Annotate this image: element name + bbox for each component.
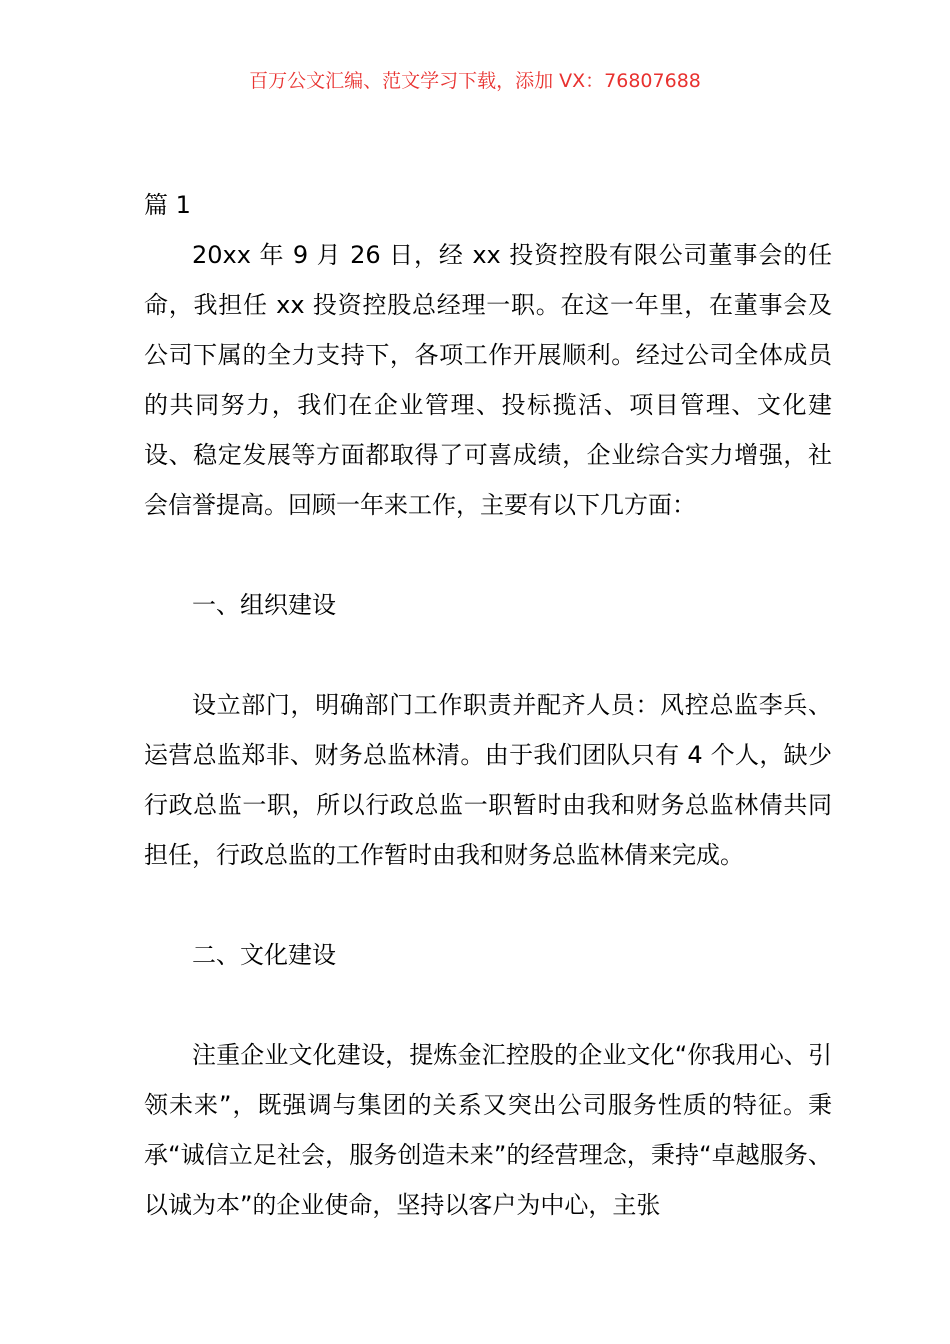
document-title: 篇 1 <box>144 191 191 219</box>
spacer <box>144 630 832 680</box>
intro-paragraph: 20xx 年 9 月 26 日，经 xx 投资控股有限公司董事会的任命，我担任 xx 投资控股总经理一职。在这一年里，在董事会及公司下属的全力支持下，各项工作开展顺利。经过公司全体成员的共同努力，我们在企业管理、投标揽活、项目管理、文化建设、稳定发展等方面都取得了可喜成绩，企业综合实力增强，社会信誉提高。回顾一年来工作，主要有以下几方面： <box>144 241 832 519</box>
spacer <box>144 530 832 580</box>
section-body-organization: 设立部门，明确部门工作职责并配齐人员：风控总监李兵、运营总监郑非、财务总监林清。由于我们团队只有 4 个人，缺少行政总监一职，所以行政总监一职暂时由我和财务总监林倩共同担任，行政总监的工作暂时由我和财务总监林倩来完成。 <box>144 691 832 869</box>
spacer <box>144 880 832 930</box>
section-heading-organization: 一、组织建设 <box>192 591 336 619</box>
section-body-culture: 注重企业文化建设，提炼金汇控股的企业文化“你我用心、引领未来”，既强调与集团的关系又突出公司服务性质的特征。秉承“诚信立足社会，服务创造未来”的经营理念，秉持“卓越服务、以诚为本”的企业使命，坚持以客户为中心，主张 <box>144 1041 832 1219</box>
document-body <box>144 180 832 1230</box>
watermark-header: 百万公文汇编、范文学习下载，添加 VX：76807688 <box>249 70 701 92</box>
spacer <box>144 980 832 1030</box>
section-heading-culture: 二、文化建设 <box>192 941 336 969</box>
